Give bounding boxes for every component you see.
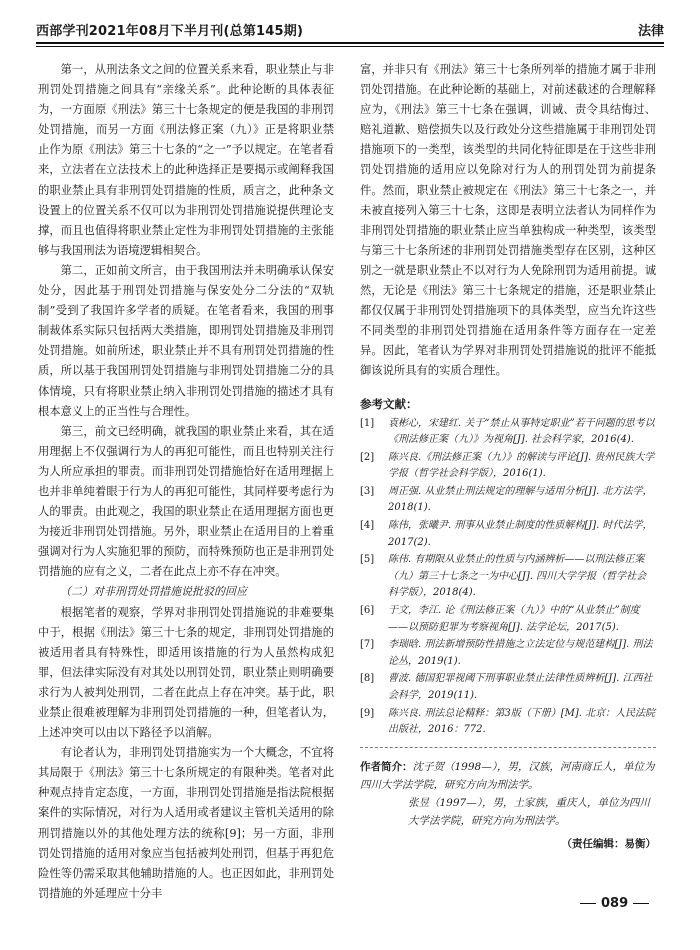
reference-number: [6] — [360, 605, 375, 617]
page-number — [575, 896, 654, 911]
reference-text: 周正强. 从业禁止刑法规定的理解与适用分析[J]. 北方法学，2018(1). — [388, 485, 653, 514]
section-label: 法律 — [637, 24, 664, 39]
reference-text: 李瑞晗. 刑法新增预防性措施之立法定位与规范建构[J]. 刑法论丛，2019(1). — [388, 639, 653, 667]
reference-item — [360, 637, 656, 670]
reference-number: [9] — [360, 707, 375, 719]
reference-text: 陈伟，张曦尹. 刑事从业禁止制度的性质解构[J]. 时代法学，2017(2). — [388, 520, 653, 548]
reference-text: 陈兴良.《刑法修正案（九）》的解读与评论[J]. 贵州民族大学学报（哲学社会科学版），2016(1). — [388, 451, 655, 480]
reference-number: [2] — [360, 451, 375, 463]
journal-issue-title: 西部学刊2021年08月下半月刊(总第145期) — [36, 24, 304, 39]
running-header — [36, 18, 664, 40]
author-bio — [360, 758, 656, 794]
author-label: 作者简介： — [360, 760, 413, 773]
body-paragraph: 有论者认为，非刑罚处罚措施实为一个大概念，不宜将其局限于《刑法》第三十七条所规定的有限种类。笔者对此种观点持肯定态度，一方面，非刑罚处罚措施是指法院根据案件的实际情况，对行为人适用或者建议主管机关适用的除刑罚措施以外的其他处理方法的统称[9]；另一方面，非刑罚处罚措施的适用对象应当包括被判处刑罚，但基于再犯危险性等仍需采取其他辅助措施的人。也正因如此，非刑罚处罚措施的外延理应十分丰 — [38, 746, 334, 900]
reference-item — [360, 484, 656, 517]
body-paragraph: 第一，从刑法条文之间的位置关系来看，职业禁止与非刑罚处罚措施之间具有“亲缘关系”。此种论断的具体表征为，一方面原《刑法》第三十七条规定的便是我国的非刑罚处罚措施，而另一方面《刑法修正案（九）》正是将职业禁止作为原《刑法》第三十七条的“之一”予以规定。在笔者看来，立法者在立法技术上的此种选择正是要揭示或阐释我国的职业禁止具有非刑罚处罚措施的性质，质言之，此种条文设置上的位置关系不仅可以为非刑罚处罚措施说提供理论支撑，而且也值得将职业禁止定性为非刑罚处罚措施的主张能够与我国刑法为语境逻辑相契合。 — [38, 63, 334, 257]
reference-item — [360, 450, 656, 483]
body-paragraph: 根据笔者的观察，学界对非刑罚处罚措施说的非难要集中于，根据《刑法》第三十七条的规定，非刑罚处罚措施的被适用者具有特殊性，即适用该措施的行为人虽然构成犯罪，但法律实际没有对其处以刑罚处罚，职业禁止则明确要求行为人被判处刑罚，二者在此点上存在冲突。基于此，职业禁止很难被理解为非刑罚处罚措施的一种，但笔者认为，上述冲突可以由以下路径予以消解。 — [38, 605, 334, 740]
body-paragraph: 富，并非只有《刑法》第三十七条所列举的措施才属于非刑罚处罚措施。在此种论断的基础上，对前述截述的合理解释应为，《刑法》第三十七条在强调，训诫、责令具结悔过、赔礼道歉、赔偿损失以及行政处分这些措施属于非刑罚处罚措施项下的一类型，该类型的共同化特征即是在于这些非刑罚处罚措施的适用应以免除对行为人的刑罚处罚为前提条件。然而，职业禁止被规定在《刑法》第三十七条之一，并未被直接列入第三十七条，这即是表明立法者认为同样作为非刑罚处罚措施的职业禁止应当单独构成一种类型，该类型与第三十七条所述的非刑罚处罚措施类型存在区别，这种区别之一就是职业禁止不以对行为人免除刑罚为适用前提。诚然，无论是《刑法》第三十七条规定的措施，还是职业禁止都仅仅属于非刑罚处罚措施项下的具体类型，应当允许这些不同类型的非刑罚处罚措施在适用条件等方面存在一定差异。因此，笔者认为学界对非刑罚处罚措施说的批评不能抵御该说所具有的实质合理性。 — [360, 63, 656, 378]
reference-number: [3] — [360, 485, 375, 497]
reference-item — [360, 603, 656, 636]
reference-text: 曹波. 德国犯罪视阈下刑事职业禁止法律性质辨析[J]. 江西社会科学，2019(11). — [388, 673, 653, 701]
divider — [360, 747, 656, 748]
reference-text: 陈伟. 有期限从业禁止的性质与内涵辨析——以刑法修正案（九）第三十七条之一为中心[J]. 四川大学学报（哲学社会科学版），2018(4). — [388, 554, 647, 599]
reference-item — [360, 671, 656, 704]
reference-text: 陈兴良. 刑法总论精释：第3版（下册）[M]. 北京：人民法院出版社，2016：772. — [388, 707, 656, 736]
header-rule-thin — [36, 46, 664, 47]
reference-item — [360, 706, 656, 739]
page-number-dash — [633, 903, 649, 904]
right-column — [360, 60, 656, 851]
reference-number: [7] — [360, 639, 375, 651]
section-subheading: （二）对非刑罚处罚措施说批驳的回应 — [60, 585, 247, 599]
responsible-editor: （责任编辑：易衡） — [561, 837, 656, 850]
reference-text: 于文，李江. 论《刑法修正案（九）》中的“从业禁止”制度——以预防犯罪为考察视角[J]. 法学论坛，2017(5). — [388, 605, 640, 633]
references-heading: 参考文献： — [360, 396, 418, 411]
body-paragraph: 第二，正如前文所言，由于我国刑法并未明确承认保安处分，因此基于刑罚处罚措施与保安处分二分法的“双轨制”受到了我国许多学者的质疑。在笔者看来，我国的刑事制裁体系实际只包括两大类措施，即刑罚处罚措施及非刑罚处罚措施。如前所述，职业禁止并不具有刑罚处罚措施的性质，所以基于我国刑罚处罚措施与非刑罚处罚措施二分的具体情境，只有将职业禁止纳入非刑罚处罚措施的描述才具有根本意义上的正当性与合理性。 — [38, 263, 334, 418]
reference-item — [360, 518, 656, 551]
reference-number: [4] — [360, 520, 375, 532]
page-number-dash — [580, 903, 596, 904]
reference-item — [360, 416, 656, 449]
reference-number: [1] — [360, 417, 375, 429]
header-rule-thick — [36, 42, 664, 44]
author-bio-2: 张昱（1997—），男，土家族，重庆人，单位为四川大学法学院，研究方向为刑法学。 — [408, 796, 650, 827]
reference-number: [8] — [360, 673, 375, 685]
page-number-text: 089 — [601, 896, 629, 911]
reference-item — [360, 552, 656, 602]
reference-number: [5] — [360, 554, 375, 566]
body-paragraph: 第三，前文已经明确，就我国的职业禁止来看，其在适用理据上不仅强调行为人的再犯可能性，而且也特别关注行为人所应承担的罪责。而非刑罚处罚措施恰好在适用理据上也并非单纯着眼于行为人的再犯可能性，其同样要考虑行为人的罪责。由此观之，我国的职业禁止在适用理据方面也更为接近非刑罚处罚措施。另外，职业禁止在适用目的上着重强调对行为人实施犯罪的预防，而特殊预防也正是非刑罚处罚措施的应有之义，二者在此点上亦不存在冲突。 — [38, 424, 334, 579]
left-column — [38, 60, 334, 904]
references-list — [360, 416, 656, 739]
author-bio-1: 沈子贺（1998—），男，汉族，河南商丘人，单位为四川大学法学院，研究方向为刑法学。 — [360, 760, 655, 791]
reference-text: 袁彬心，宋建红. 关于“禁止从事特定职业”若干问题的思考以《刑法修正案（九）》为视角[J]. 社会科学家，2016(4). — [388, 417, 655, 446]
